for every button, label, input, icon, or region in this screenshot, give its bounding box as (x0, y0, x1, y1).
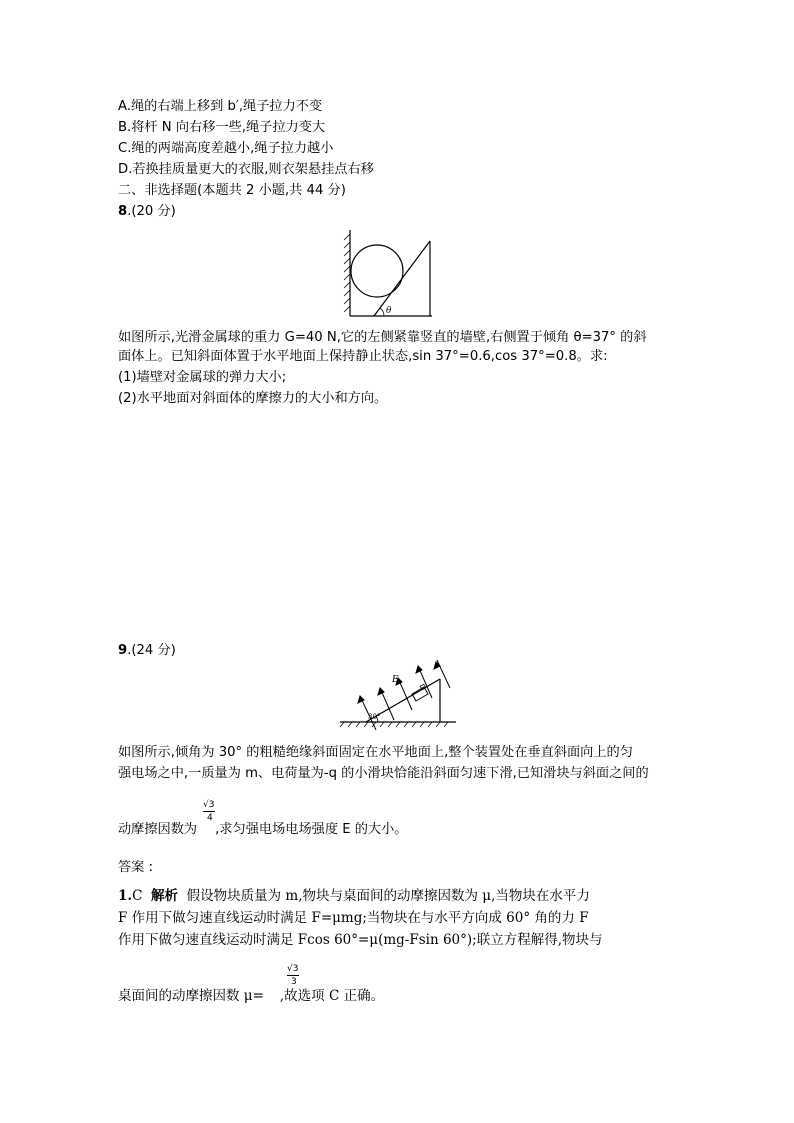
q9-text-line2: 强电场之中,一质量为 m、电荷量为-q 的小滑块恰能沿斜面匀速下滑,已知滑块与斜面之间的 (118, 766, 649, 781)
q9-score: .(24 分) (127, 643, 176, 658)
answer1-line4-b: ,故选项 C 正确。 (279, 988, 385, 1004)
answer1-line2: F 作用下做匀速直线运动时满足 F=μmg;当物块在与水平方向成 60° 角的力 F (118, 910, 589, 926)
q8-subquestion-1: (1)墙壁对金属球的弹力大小; (118, 370, 287, 385)
q9-text-line1: 如图所示,倾角为 30° 的粗糙绝缘斜面固定在水平地面上,整个装置处在垂直斜面向上的匀 (118, 745, 633, 760)
q8-text-line1: 如图所示,光滑金属球的重力 G=40 N,它的左侧紧靠竖直的墙壁,右侧置于倾角 θ=37° 的斜 (118, 330, 647, 345)
option-a: A.绳的右端上移到 b′,绳子拉力不变 (118, 99, 323, 114)
answer1-line4-a: 桌面间的动摩擦因数 μ= (118, 988, 264, 1004)
section-heading: 二、非选择题(本题共 2 小题,共 44 分) (118, 183, 346, 198)
q9-frac-bar (203, 811, 215, 812)
answer1-choice: C (132, 888, 143, 904)
q9-figure (336, 660, 460, 730)
option-d: D.若换挂质量更大的衣服,则衣架悬挂点右移 (118, 162, 374, 177)
q8-header (118, 204, 176, 220)
q9-text-line3-b: ,求匀强电场电场强度 E 的大小。 (215, 822, 408, 837)
q9-text-line3-a: 动摩擦因数为 (118, 822, 198, 837)
q9-number: 9 (118, 643, 128, 658)
answer1-line4 (118, 988, 384, 1004)
q9-frac-denominator: 4 (207, 813, 213, 823)
q9-field-label: E (392, 675, 399, 685)
q8-figure (340, 228, 440, 320)
answer1-line1-text: 假设物块质量为 m,物块与桌面间的动摩擦因数为 μ,当物块在水平力 (186, 888, 590, 904)
answer1-line3: 作用下做匀速直线运动时满足 Fcos 60°=μ(mg-Fsin 60°);联立方程解得,物块与 (118, 932, 603, 948)
answer1-frac-bar (287, 975, 299, 976)
q8-text-line2: 面体上。已知斜面体置于水平地面上保持静止状态,sin 37°=0.6,cos 37°=0.8。求: (118, 349, 608, 364)
answer1-line1 (118, 888, 590, 904)
q9-angle-label: 30° (368, 713, 381, 721)
q8-score: .(20 分) (127, 204, 176, 219)
q9-text-line3 (118, 822, 407, 838)
q8-subquestion-2: (2)水平地面对斜面体的摩擦力的大小和方向。 (118, 391, 388, 406)
answers-heading: 答案 : (118, 860, 154, 875)
answer1-frac-denominator: 3 (291, 977, 297, 987)
option-c: C.绳的两端高度差越小,绳子拉力越小 (118, 141, 334, 156)
q8-number: 8 (118, 204, 128, 219)
q8-angle-label: θ (386, 306, 392, 316)
q9-frac-numerator: √3 (203, 800, 215, 810)
answer1-frac-numerator: √3 (287, 964, 299, 974)
answer1-tag: 解析 (151, 888, 179, 904)
q9-header (118, 643, 176, 659)
option-b: B.将杆 N 向右移一些,绳子拉力变大 (118, 120, 326, 135)
answer1-number: 1. (118, 888, 133, 904)
